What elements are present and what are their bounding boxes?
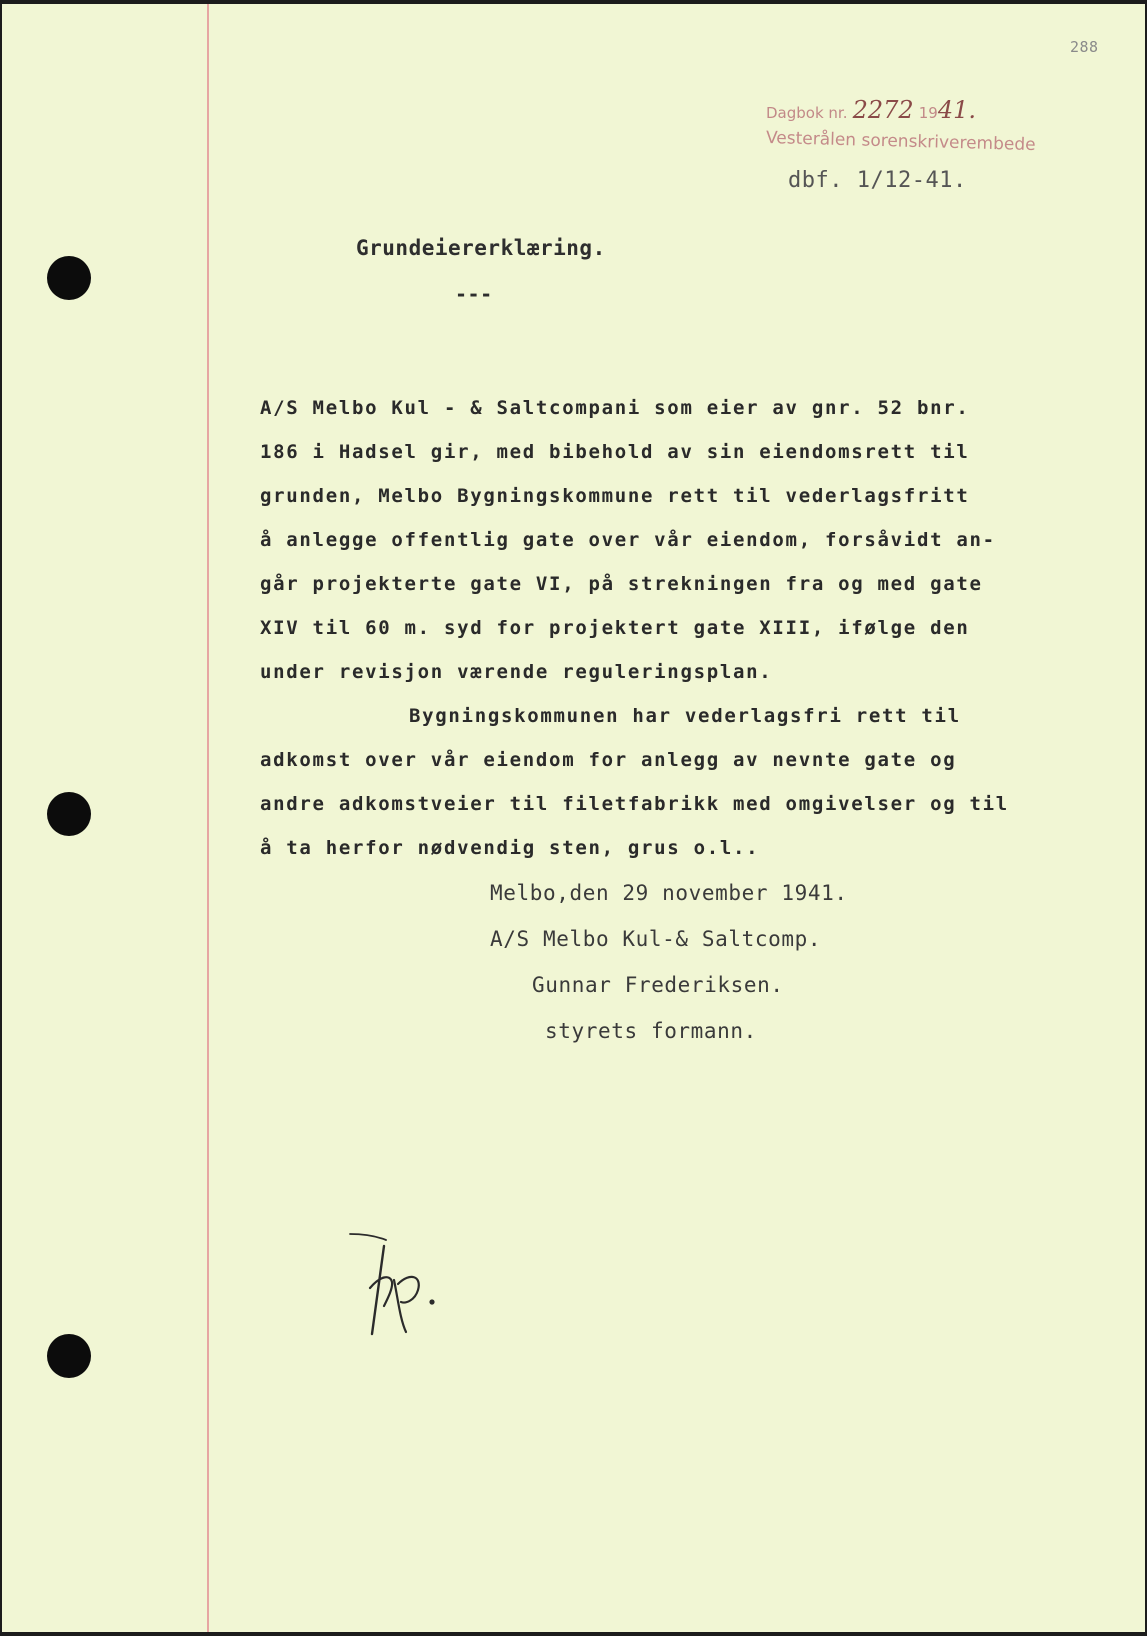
document-page [2,4,1145,1632]
closing-signatory: Gunnar Frederiksen. [532,973,784,997]
paragraph-line: går projekterte gate VI, på strekningen fra og med gate [260,573,983,595]
paragraph-line: å ta herfor nødvendig sten, grus o.l.. [260,837,760,859]
closing-company: A/S Melbo Kul-& Saltcomp. [490,927,822,951]
stamp-year-suffix: 41 [937,96,969,124]
binder-hole-top [47,256,91,300]
binder-hole-bottom [47,1334,91,1378]
stamp-dagbok-number: 2272 [852,96,914,124]
page-number: 288 [1070,38,1099,56]
closing-role: styrets formann. [545,1019,757,1043]
paragraph-line: A/S Melbo Kul - & Saltcompani som eier av gnr. 52 bnr. [260,397,970,419]
paragraph-line: XIV til 60 m. syd for projektert gate XIII, ifølge den [260,617,970,639]
handwritten-initials [346,1224,456,1344]
paragraph-line: adkomst over vår eiendom for anlegg av nevnte gate og [260,749,957,771]
stamp-office: Vesterålen sorenskriverembede [765,128,1036,156]
reference-note: dbf. 1/12-41. [788,168,967,193]
paragraph-line: andre adkomstveier til filetfabrikk med omgivelser og til [260,793,1009,815]
stamp-dagbok-label: Dagbok nr. [766,104,848,122]
paragraph-line: under revisjon værende reguleringsplan. [260,661,773,683]
paragraph-line: å anlegge offentlig gate over vår eiendom, forsåvidt an- [260,529,996,551]
document-title: Grundeiererklæring. [356,236,606,260]
paragraph-line: Bygningskommunen har vederlagsfri rett til [409,705,961,727]
stamp-year-prefix: 19 [918,104,938,122]
closing-place-date: Melbo,den 29 november 1941. [490,881,848,905]
stamp-dagbok-line: Dagbok nr. 2272 1941. [766,96,977,124]
title-rule: --- [455,282,493,306]
paragraph-line: 186 i Hadsel gir, med bibehold av sin eiendomsrett til [260,441,970,463]
margin-line [207,4,209,1632]
binder-hole-middle [47,792,91,836]
paragraph-line: grunden, Melbo Bygningskommune rett til vederlagsfritt [260,485,970,507]
